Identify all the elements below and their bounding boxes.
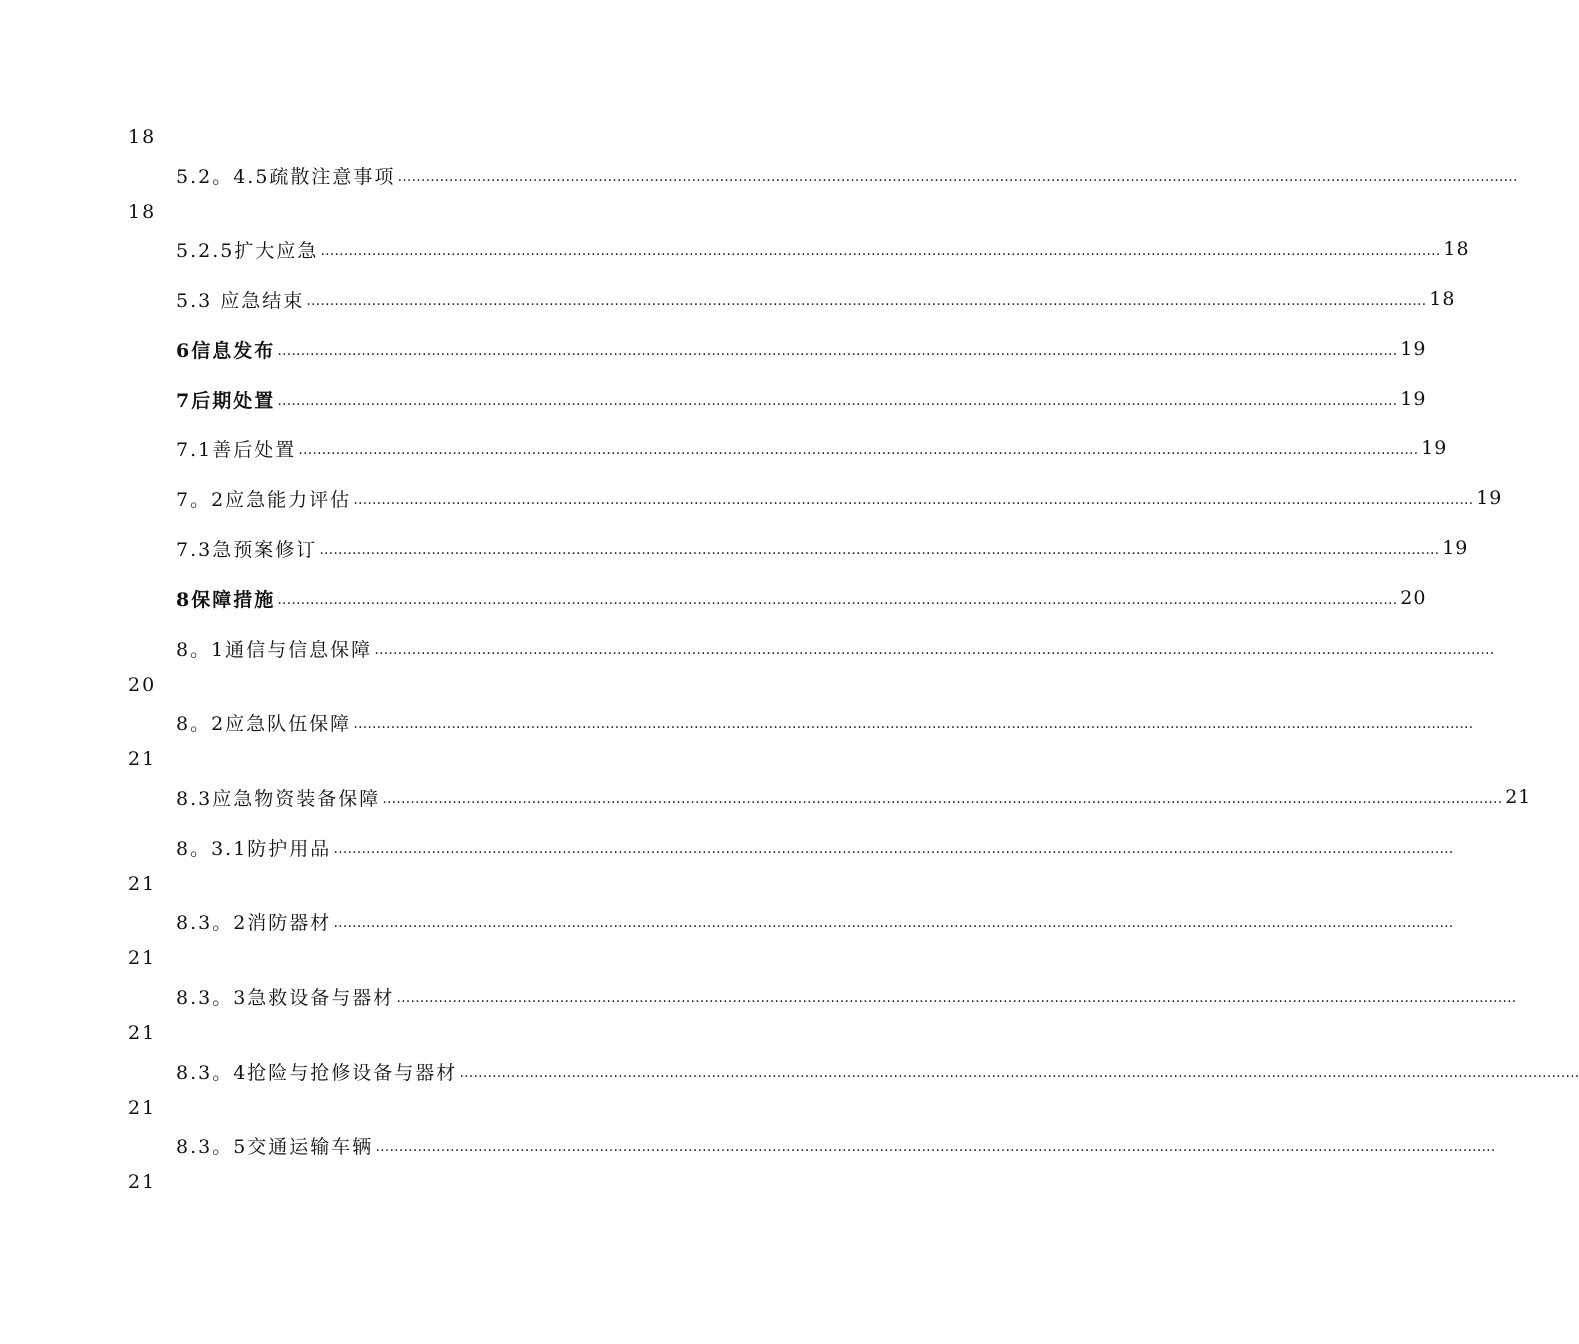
toc-entry-title: 8。1通信与信息保障 xyxy=(176,638,373,661)
toc-page-number: 18 xyxy=(128,201,157,223)
toc-entry-title: 8.3。5交通运输车辆 xyxy=(176,1135,374,1158)
toc-entry[interactable] xyxy=(176,583,1427,613)
toc-entry-title: 8.3。3急救设备与器材 xyxy=(176,986,395,1009)
toc-entry[interactable] xyxy=(176,1130,1496,1160)
dot-leader: …………………………………………………………………………………………………………………………………………………………………………………………………………………… xyxy=(396,990,1517,1006)
toc-entry-page: 19 xyxy=(1476,487,1503,509)
toc-entry-page: 21 xyxy=(1505,786,1532,808)
toc-entry-title: 8.3。2消防器材 xyxy=(176,911,332,934)
toc-entry-title: 5.2。4.5疏散注意事项 xyxy=(176,165,396,188)
toc-entry-title: 5.2.5扩大应急 xyxy=(176,239,319,262)
dot-leader: …………………………………………………………………………………………………………………………………………………………………………………………………………………… xyxy=(353,716,1474,732)
toc-entry[interactable] xyxy=(176,234,1470,264)
dot-leader: …………………………………………………………………………………………………………………………………………………………………………………………………………………… xyxy=(459,1065,1579,1081)
toc-entry-page: 18 xyxy=(1429,288,1456,310)
toc-entry[interactable] xyxy=(176,483,1503,513)
toc-entry[interactable] xyxy=(176,832,1454,862)
toc-page-number: 21 xyxy=(128,947,157,969)
toc-entry-title: 8。3.1防护用品 xyxy=(176,837,332,860)
toc-page-number: 21 xyxy=(128,1171,157,1193)
toc-entry[interactable] xyxy=(176,160,1518,190)
toc-entry-page: 19 xyxy=(1421,437,1448,459)
toc-entry[interactable] xyxy=(176,334,1427,364)
toc-entry[interactable] xyxy=(176,707,1474,737)
toc-entry-title: 7。2应急能力评估 xyxy=(176,488,352,511)
toc-entry-title: 7.3急预案修订 xyxy=(176,538,318,561)
toc-entry-page: 19 xyxy=(1442,537,1469,559)
toc-entry-page: 18 xyxy=(1443,238,1470,260)
dot-leader: …………………………………………………………………………………………………………………………………………………………………………………………………………………… xyxy=(306,293,1427,309)
toc-entry[interactable] xyxy=(176,433,1448,463)
toc-entry-title: 8.3应急物资装备保障 xyxy=(176,787,381,810)
dot-leader: …………………………………………………………………………………………………………………………………………………………………………………………………………………… xyxy=(375,1139,1496,1155)
toc-entry-title: 7后期处置 xyxy=(176,389,276,412)
toc-entry-page: 19 xyxy=(1400,338,1427,360)
toc-page-number: 21 xyxy=(128,1022,157,1044)
toc-entry-title: 8保障措施 xyxy=(176,588,276,611)
dot-leader: …………………………………………………………………………………………………………………………………………………………………………………………………………………… xyxy=(319,542,1440,558)
dot-leader: …………………………………………………………………………………………………………………………………………………………………………………………………………………… xyxy=(277,393,1398,409)
toc-page-number: 18 xyxy=(128,126,157,148)
toc-entry-title: 8。2应急队伍保障 xyxy=(176,712,352,735)
toc-entry[interactable] xyxy=(176,633,1495,663)
toc-entry[interactable] xyxy=(176,782,1532,812)
dot-leader: …………………………………………………………………………………………………………………………………………………………………………………………………………………… xyxy=(382,791,1503,807)
toc-entry-title: 7.1善后处置 xyxy=(176,438,297,461)
toc-entry-title: 5.3 应急结束 xyxy=(176,289,305,312)
toc-entry[interactable] xyxy=(176,981,1517,1011)
dot-leader: …………………………………………………………………………………………………………………………………………………………………………………………………………………… xyxy=(277,592,1398,608)
toc-entry-page: 19 xyxy=(1400,388,1427,410)
toc-page-number: 21 xyxy=(128,873,157,895)
dot-leader: …………………………………………………………………………………………………………………………………………………………………………………………………………………… xyxy=(333,841,1454,857)
toc-entry-title: 6信息发布 xyxy=(176,339,276,362)
toc-entry[interactable] xyxy=(176,1056,1579,1086)
toc-page-number: 20 xyxy=(128,674,157,696)
dot-leader: …………………………………………………………………………………………………………………………………………………………………………………………………………………… xyxy=(374,642,1495,658)
toc-page-number: 21 xyxy=(128,748,157,770)
dot-leader: …………………………………………………………………………………………………………………………………………………………………………………………………………………… xyxy=(298,442,1419,458)
toc-entry-page: 20 xyxy=(1400,587,1427,609)
dot-leader: …………………………………………………………………………………………………………………………………………………………………………………………………………………… xyxy=(397,169,1518,185)
dot-leader: …………………………………………………………………………………………………………………………………………………………………………………………………………………… xyxy=(277,343,1398,359)
toc-page-number: 21 xyxy=(128,1097,157,1119)
toc-entry-title: 8.3。4抢险与抢修设备与器材 xyxy=(176,1061,458,1084)
toc-entry[interactable] xyxy=(176,906,1454,936)
dot-leader: …………………………………………………………………………………………………………………………………………………………………………………………………………………… xyxy=(320,243,1441,259)
toc-entry[interactable] xyxy=(176,533,1469,563)
toc-entry[interactable] xyxy=(176,284,1456,314)
dot-leader: …………………………………………………………………………………………………………………………………………………………………………………………………………………… xyxy=(333,915,1454,931)
dot-leader: …………………………………………………………………………………………………………………………………………………………………………………………………………………… xyxy=(353,492,1474,508)
toc-entry[interactable] xyxy=(176,384,1427,414)
